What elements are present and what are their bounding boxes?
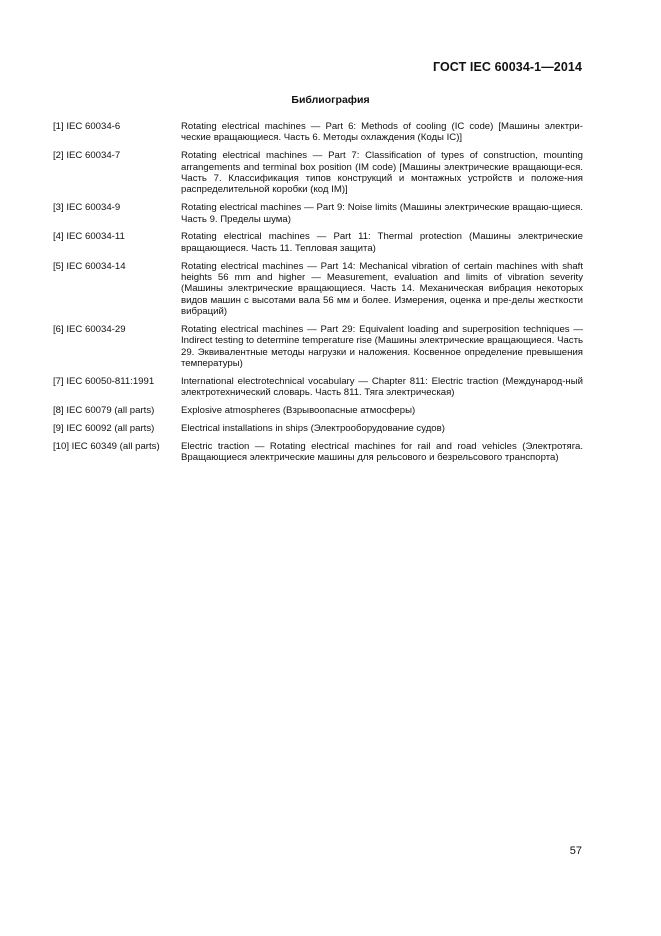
- reference-id: [7] IEC 60050-811:1991: [53, 376, 155, 388]
- reference-item: [53, 324, 583, 370]
- reference-item: [53, 441, 583, 464]
- page-number: 57: [569, 845, 582, 857]
- reference-item: [53, 405, 583, 416]
- reference-item: [53, 423, 583, 434]
- reference-item: [53, 150, 583, 196]
- reference-text: Explosive atmospheres (Взрывоопасные атмосферы): [181, 405, 416, 417]
- reference-text: Rotating electrical machines — Part 29: Equivalent loading and superposition techniques — Indirect testing to determine temperature rise (Машины электрические вращающиеся. Часть 29. Эквивалентные методы нагрузки и наложения. Косвенное определение превышения температуры): [181, 324, 583, 370]
- reference-text: Rotating electrical machines — Part 9: Noise limits (Машины электрические вращаю-щиеся. Часть 9. Пределы шума): [181, 202, 583, 225]
- reference-item: [53, 202, 583, 225]
- reference-item: [53, 231, 583, 254]
- reference-id: [1] IEC 60034-6: [53, 121, 121, 132]
- reference-text: International electrotechnical vocabulary — Chapter 811: Electric traction (Международ-ный электротехнический словарь. Часть 811. Тяга электрическая): [181, 376, 583, 399]
- reference-text: Rotating electrical machines — Part 7: Classification of types of construction, mounting arrangements and terminal box position (IM code) [Машины электрические вращающи-еся. Часть 7. Классификация типов конструкций и монтажных устройств и положе-ния распределительной коробки (код IM)]: [181, 150, 583, 196]
- reference-text: Electrical installations in ships (Электрооборудование судов): [181, 423, 445, 435]
- reference-item: [53, 376, 583, 399]
- reference-item: [53, 121, 583, 144]
- reference-text: Rotating electrical machines — Part 6: Methods of cooling (IC code) [Машины электри-ческие вращающиеся. Часть 6. Методы охлаждения (Коды IC)]: [181, 121, 583, 144]
- reference-id: [8] IEC 60079 (all parts): [53, 405, 155, 417]
- reference-text: Rotating electrical machines — Part 11: Thermal protection (Машины электрические вращающиеся. Часть 11. Тепловая защита): [181, 231, 583, 254]
- reference-id: [3] IEC 60034-9: [53, 202, 121, 214]
- reference-id: [6] IEC 60034-29: [53, 324, 126, 336]
- reference-id: [5] IEC 60034-14: [53, 260, 126, 272]
- reference-id: [10] IEC 60349 (all parts): [53, 440, 160, 452]
- reference-text: Rotating electrical machines — Part 14: Mechanical vibration of certain machines with shaft heights 56 mm and higher — Measurement, evaluation and limits of vibration severity (Машины электрические вращающиеся. Часть 14. Механическая вибрация некоторых видов машин с высотами вала 56 мм и более. Измерения, оценка и пре-делы жесткости вибраций): [181, 260, 583, 318]
- bibliography-title: Библиография: [291, 94, 370, 106]
- reference-item: [53, 261, 583, 318]
- document-standard-header: ГОСТ IEC 60034-1—2014: [432, 60, 582, 74]
- reference-id: [4] IEC 60034-11: [53, 231, 125, 243]
- reference-id: [2] IEC 60034-7: [53, 150, 121, 162]
- reference-text: Electric traction — Rotating electrical machines for rail and road vehicles (Электротяга. Вращающиеся электрические машины для рельсового и безрельсового транспорта): [181, 440, 583, 464]
- reference-id: [9] IEC 60092 (all parts): [53, 423, 155, 435]
- reference-list: [53, 121, 583, 470]
